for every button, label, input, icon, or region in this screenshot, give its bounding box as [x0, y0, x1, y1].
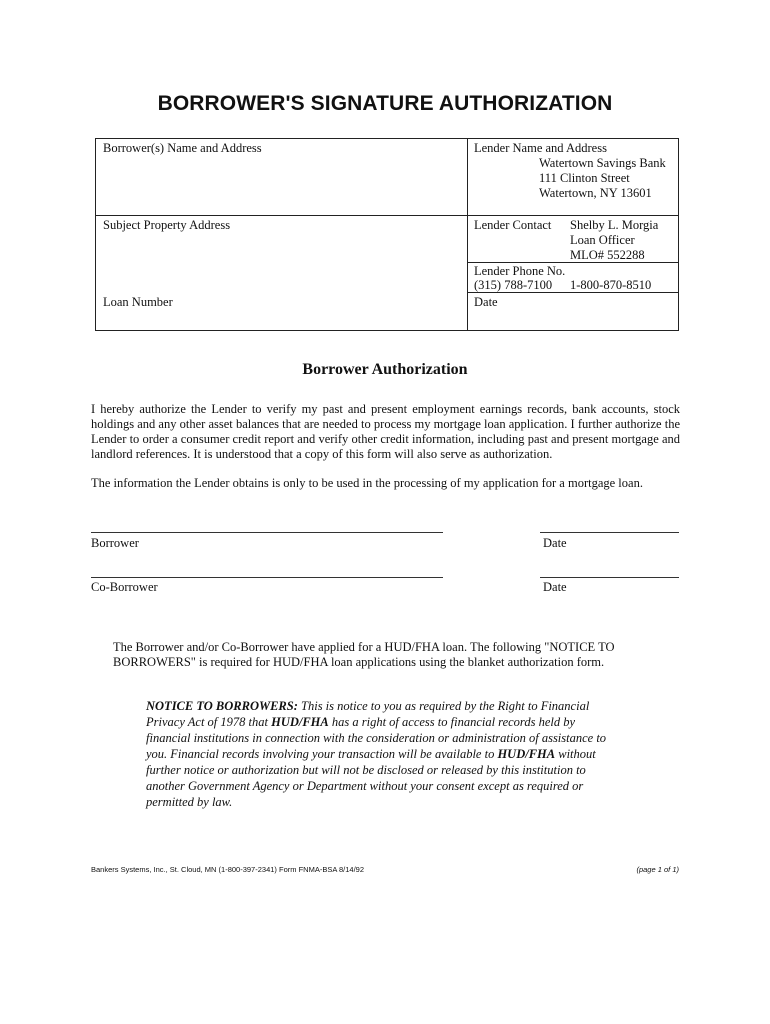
borrower-signature-label: Borrower — [91, 536, 139, 550]
coborrower-date-label: Date — [543, 580, 567, 594]
coborrower-date-line[interactable] — [540, 577, 679, 578]
contact-name: Shelby L. Morgia — [570, 218, 659, 232]
info-table — [95, 138, 679, 331]
notice-text-1: This is notice to you as required by the Right to Financial Privacy Act of 1978 that — [146, 699, 590, 729]
contact-mlo: MLO# 552288 — [570, 248, 645, 262]
table-divider — [467, 139, 468, 330]
footer-form-info: Bankers Systems, Inc., St. Cloud, MN (1-800-397-2341) Form FNMA-BSA 8/14/92 — [91, 865, 365, 874]
notice-text-2: has a right of access to financial records held by financial institutions in connection with the consideration or administration of assistance to you. Financial records involving your transaction will be available to — [146, 715, 607, 761]
notice-text-3: without further notice or authorization but will not be disclosed or released by this institution to another Government Agency or Department without your consent except as required or permitted by law. — [146, 747, 596, 809]
notice-hud-fha-1: HUD/FHA — [271, 715, 329, 729]
lender-contact-label: Lender Contact — [474, 218, 552, 232]
page-title: BORROWER'S SIGNATURE AUTHORIZATION — [157, 92, 613, 115]
notice-to-borrowers — [146, 698, 622, 810]
notice-hud-fha-2: HUD/FHA — [497, 747, 556, 761]
borrower-signature-line[interactable] — [91, 532, 443, 533]
borrower-date-line[interactable] — [540, 532, 679, 533]
coborrower-signature-label: Co-Borrower — [91, 580, 158, 594]
lender-street: 111 Clinton Street — [539, 171, 630, 185]
notice-lead: NOTICE TO BORROWERS: — [146, 699, 298, 713]
lender-city: Watertown, NY 13601 — [539, 186, 652, 200]
loan-number-label: Loan Number — [103, 295, 173, 309]
lender-phone-local: (315) 788-7100 — [474, 278, 553, 292]
lender-name: Watertown Savings Bank — [539, 156, 666, 170]
contact-title: Loan Officer — [570, 233, 635, 247]
authorization-paragraph: I hereby authorize the Lender to verify my past and present employment earnings records, bank accounts, stock holdings and any other asset balances that are needed to process my mortgage loan application. I further authorize the Lender to order a consumer credit report and verify other credit information, including past and present mortgage and landlord references. It is understood that a copy of this form will also serve as authorization. — [91, 402, 680, 461]
coborrower-signature-line[interactable] — [91, 577, 443, 578]
footer-page-number: (page 1 of 1) — [636, 865, 679, 874]
lender-name-address-label: Lender Name and Address — [474, 141, 607, 155]
usage-paragraph: The information the Lender obtains is only to be used in the processing of my application for a mortgage loan. — [91, 476, 643, 490]
table-row-divider — [96, 215, 678, 216]
lender-phone-label: Lender Phone No. — [474, 264, 566, 278]
hud-fha-paragraph: The Borrower and/or Co-Borrower have applied for a HUD/FHA loan. The following "NOTICE TO BORROWERS" is required for HUD/FHA loan applications using the blanket authorization form. — [113, 640, 615, 669]
subject-property-label: Subject Property Address — [103, 218, 231, 232]
lender-phone-tollfree: 1-800-870-8510 — [570, 278, 652, 292]
section-heading: Borrower Authorization — [302, 361, 468, 378]
date-label: Date — [474, 295, 498, 309]
borrower-date-label: Date — [543, 536, 567, 550]
borrower-name-address-label: Borrower(s) Name and Address — [103, 141, 262, 155]
